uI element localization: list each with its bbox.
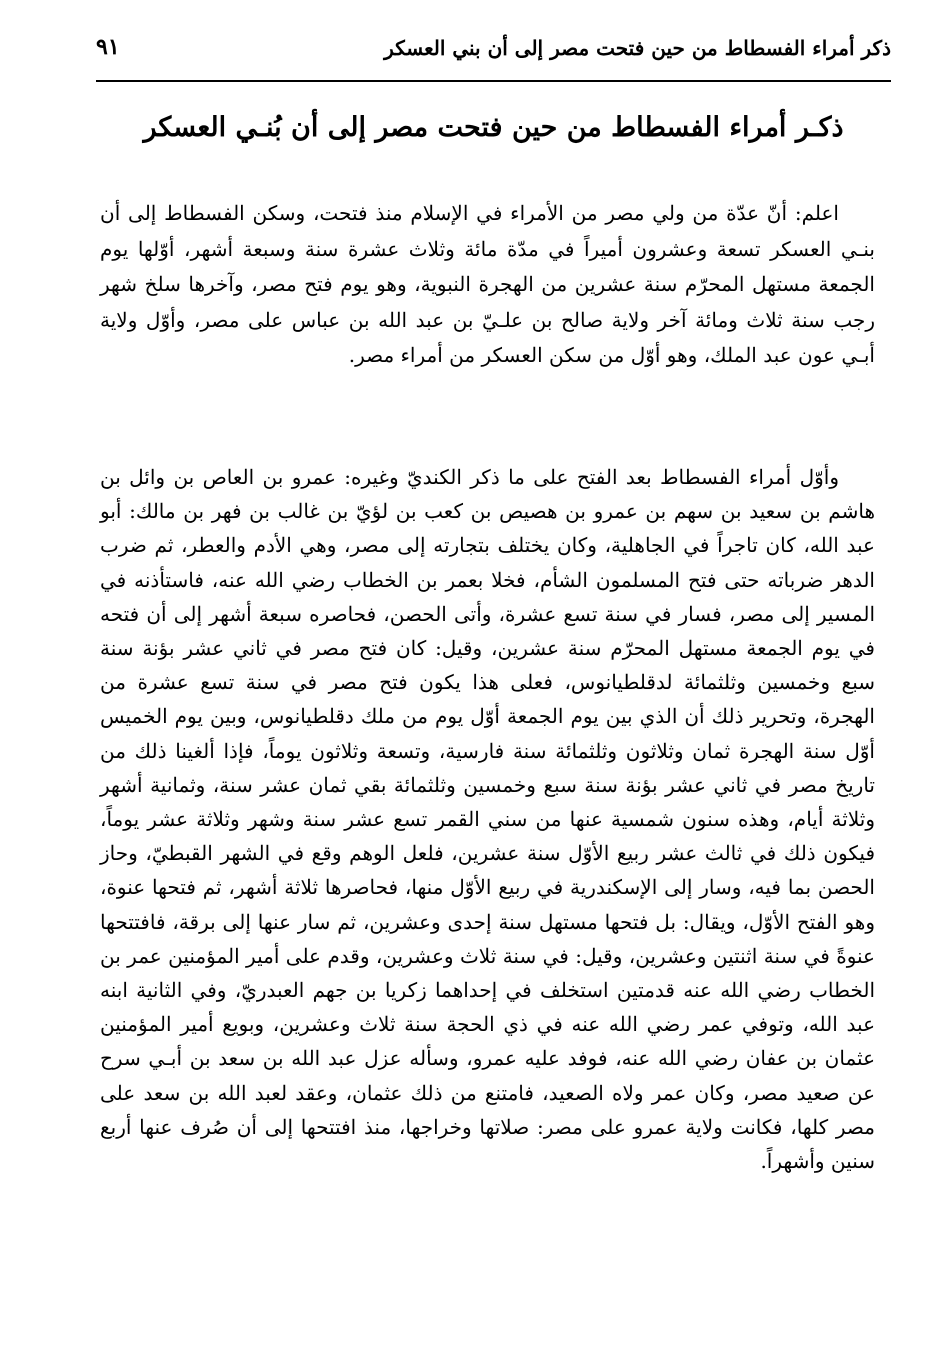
paragraph-intro: اعلم: أنّ عدّة من ولي مصر من الأمراء في الإسلام منذ فتحت، وسكن الفسطاط إلى أن بنـي العسكر تسعة وعشرون أميراً في مدّة مائة وثلاث عشرة سنة وسبعة أشهر، أوّلها يوم الجمعة مستهل المحرّم سنة عشرين من الهجرة النبوية، وهو يوم فتح مصر، وآخرها سلخ شهر رجب سنة ثلاث ومائة آخر ولاية صالح بن علـيّ بن عبد الله بن عباس على مصر، وأوّل ولاية أبـي عون عبد الملك، وهو أوّل من سكن العسكر من أمراء مصر.	[100, 201, 875, 367]
header-divider	[96, 80, 891, 82]
chapter-title: ذكـر أمراء الفسطاط من حين فتحت مصر إلى أن بُنـي العسكر	[143, 112, 844, 143]
running-title: ذكر أمراء الفسطاط من حين فتحت مصر إلى أن بني العسكر	[384, 36, 891, 60]
running-header	[96, 30, 891, 78]
paragraph-first-governor: وأوّل أمراء الفسطاط بعد الفتح على ما ذكر الكنديّ وغيره: عمرو بن العاص بن وائل بن هاشم بن سعيد بن سهم بن عمرو بن هصيص بن كعب بن لؤيّ بن غالب بن فهر بن مالك: أبو عبد الله، كان تاجراً في الجاهلية، وكان يختلف بتجارته إلى مصر، وهي الأدم والعطر، ثم ضرب الدهر ضرباته حتى فتح المسلمون الشأم، فخلا بعمر بن الخطاب رضي الله عنه، فاستأذنه في المسير إلى مصر، فسار في سنة تسع عشرة، وأتى الحصن، فحاصره سبعة أشهر إلى أن فتحه في يوم الجمعة مستهل المحرّم سنة عشرين، وقيل: كان فتح مصر في ثاني عشر بؤنة سنة سبع وخمسين وثلثمائة لدقلطيانوس، فعلى هذا يكون فتح مصر في سنة تسع عشرة من الهجرة، وتحرير ذلك أن الذي بين يوم الجمعة أوّل يوم من ملك دقلطيانوس، وبين يوم الخميس أوّل سنة الهجرة ثمان وثلاثون وثلثمائة سنة فارسية، وتسعة وثلاثون يوماً، فإذا ألغينا ذلك من تاريخ مصر في ثاني عشر بؤنة سنة سبع وخمسين وثلثمائة بقي ثمان عشر سنة، وثمانية أشهر وثلاثة أيام، وهذه سنون شمسية عنها من سني القمر تسع عشر سنة وشهر وثلاثة عشر يوماً، فيكون ذلك في ثالث عشر ربيع الأوّل سنة عشرين، فلعل الوهم وقع في الشهر القبطيّ، وحاز الحصن بما فيه، وسار إلى الإسكندرية في ربيع الأوّل منها، فحاصرها ثلاثة أشهر، ثم فتحها عنوة، وهو الفتح الأوّل، ويقال: بل فتحها مستهل سنة إحدى وعشرين، ثم سار عنها إلى برقة، فافتتحها عنوةً في سنة اثنتين وعشرين، وقيل: في سنة ثلاث وعشرين، وقدم على أمير المؤمنين عمر بن الخطاب رضي الله عنه قدمتين استخلف في إحداهما زكريا بن جهم العبدريّ، وفي الثانية ابنه عبد الله، وتوفي عمر رضي الله عنه في ذي الحجة سنة ثلاث وعشرين، وبويع أمير المؤمنين عثمان بن عفان رضي الله عنه، فوفد عليه عمرو، وسأله عزل عبد الله بن سعد بن أبـي سرح عن صعيد مصر، وكان عمر ولاه الصعيد، فامتنع من ذلك عثمان، وعقد لعبد الله بن سعد على مصر كلها، فكانت ولاية عمرو على مصر: صلاتها وخراجها، منذ افتتحها إلى أن صُرف عنها أربع سنين وأشهراً.	[100, 465, 875, 1174]
page-number: ٩١	[96, 34, 120, 60]
